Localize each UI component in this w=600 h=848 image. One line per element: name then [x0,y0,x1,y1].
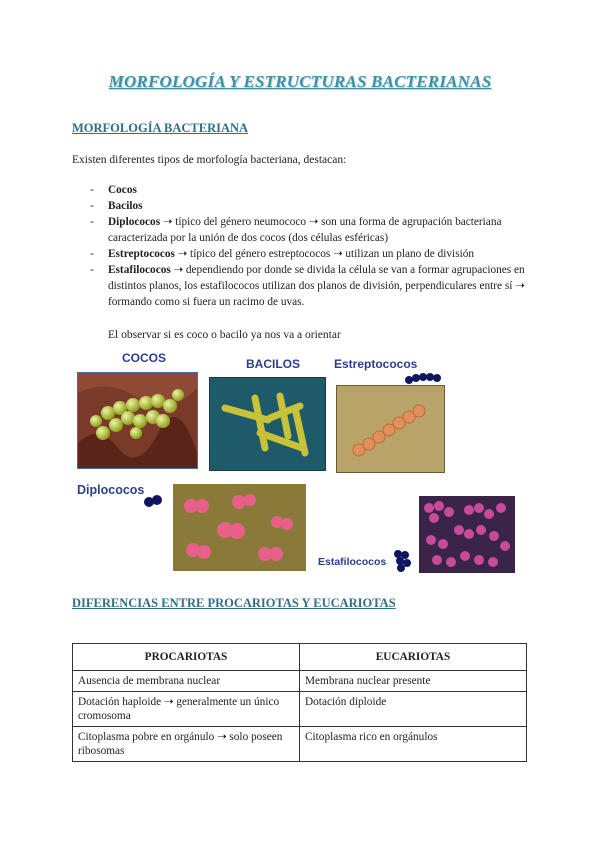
section-heading-morfologia: MORFOLOGÍA BACTERIANA [72,121,249,135]
label-cocos: COCOS [122,351,167,365]
bacilos-micrograph [209,377,326,471]
list-item-estreptococos: - Estreptococos ➝ típico del género estreptococos ➝ utilizan un plano de división [90,248,475,260]
header-procariotas: PROCARIOTAS [73,644,300,671]
term-estreptococos: Estreptococos [108,248,175,260]
table-cell: Citoplasma pobre en orgánulo ➝ solo poseen ribosomas [73,727,300,762]
list-item-cocos: - Cocos [90,184,137,196]
list-item-diplococos: - Diplococos ➝ típico del género neumococo ➝ son una forma de agrupación bacteriana caracterizada por la unión de dos cocos (dos células esféricas) [90,216,502,244]
desc-diplococos: ➝ típico del género neumococo ➝ son una forma de agrupación bacteriana caracterizada por la unión de dos cocos (dos células esféricas) [108,216,502,244]
label-estafilococos: Estafilococos [318,556,387,568]
table-cell: Membrana nuclear presente [300,671,527,692]
intro-paragraph: Existen diferentes tipos de morfología bacteriana, destacan: [72,154,347,166]
desc-estafilococos: ➝ dependiendo por donde se divida la célula se van a formar agrupaciones en distintos planos, los estafilococos utilizan dos planos de división, perpendiculares entre sí ➝ formando como si fuera un racimo de uvas. [108,264,525,308]
orientation-note: El observar si es coco o bacilo ya nos va a orientar [108,329,341,341]
table-cell: Dotación haploide ➝ generalmente un único cromosoma [73,692,300,727]
table-row [73,727,527,762]
morphology-list [90,182,530,310]
term-estafilococos: Estafilococos [108,264,171,276]
label-diplococos: Diplococos [77,483,145,497]
section-heading-diferencias: DIFERENCIAS ENTRE PROCARIOTAS Y EUCARIOTAS [72,596,396,610]
table-row [73,671,527,692]
diplococos-micrograph [173,484,306,571]
streptococcus-chain-icon [404,371,442,385]
header-eucariotas: EUCARIOTAS [300,644,527,671]
table-cell: Citoplasma rico en orgánulos [300,727,527,762]
term-bacilos: Bacilos [108,200,143,212]
list-item-bacilos: - Bacilos [90,200,143,212]
label-bacilos: BACILOS [246,357,300,371]
list-item-estafilococos: - Estafilococos ➝ dependiendo por donde se divida la célula se van a formar agrupaciones en distintos planos, los estafilococos utilizan dos planos de división, perpendiculares entre sí ➝ formando como si fuera un racimo de uvas. [90,264,525,308]
comparison-table [72,643,527,762]
estreptococos-micrograph [336,385,445,473]
diplococcus-icon [143,494,163,508]
table-row [73,692,527,727]
desc-estreptococos: ➝ típico del género estreptococos ➝ utilizan un plano de división [174,248,475,260]
staphylococcus-cluster-icon [392,549,412,573]
table-cell: Ausencia de membrana nuclear [73,671,300,692]
document-title: MORFOLOGÍA Y ESTRUCTURAS BACTERIANAS [108,72,492,91]
estafilococos-micrograph [419,496,515,573]
term-diplococos: Diplococos [108,216,161,228]
table-cell: Dotación diploide [300,692,527,727]
term-cocos: Cocos [108,184,137,196]
label-estreptococos: Estreptococos [334,357,418,371]
table-header-row [73,644,527,671]
cocos-micrograph [77,372,198,469]
